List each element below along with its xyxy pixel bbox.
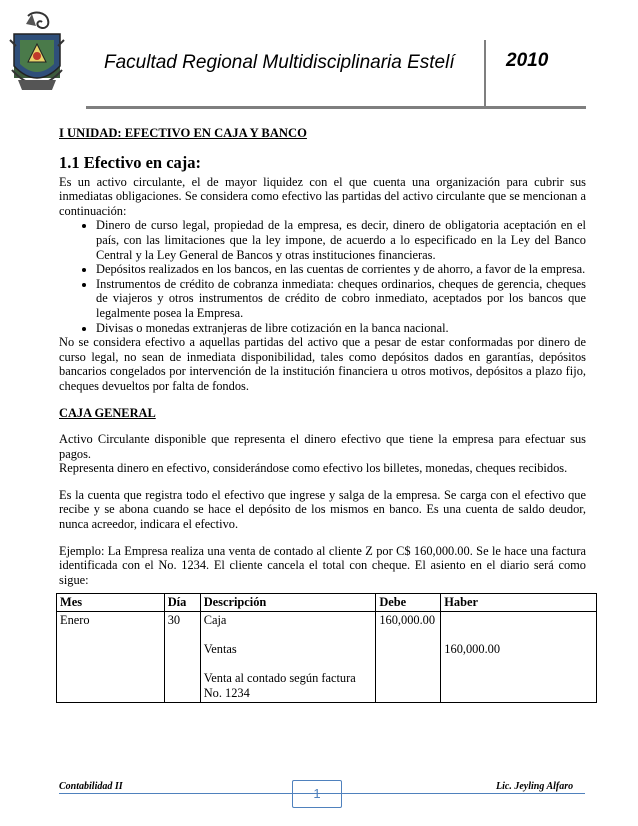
list-item: • Dinero de curso legal, propiedad de la empresa, es decir, dinero de obligatoria aceptación en el país, con las limitaciones que la ley impone, de acuerdo a lo especificado en la Ley del Banco Central y la Ley General de Bancos y otras instituciones financieras.	[96, 218, 586, 262]
table-row	[57, 612, 597, 703]
column-header-dia: Día	[164, 594, 200, 612]
list-item: • Divisas o monedas extranjeras de libre cotización en la banca nacional.	[96, 321, 586, 336]
table-header-row	[57, 594, 597, 612]
unit-title: I UNIDAD: EFECTIVO EN CAJA Y BANCO	[59, 126, 307, 140]
desc-account-ventas: Ventas	[203, 642, 237, 657]
column-header-descripcion: Descripción	[200, 594, 376, 612]
cell-haber	[441, 612, 597, 703]
header-rule	[86, 106, 586, 109]
header-title: Facultad Regional Multidisciplinaria Estelí	[104, 52, 455, 73]
cell-descripcion	[200, 612, 376, 703]
section-heading-caja-general: CAJA GENERAL	[59, 405, 156, 420]
column-header-debe: Debe	[376, 594, 441, 612]
column-header-haber: Haber	[441, 594, 597, 612]
list-item: • Depósitos realizados en los bancos, en las cuentas de corrientes y de ahorro, a favor de la empresa.	[96, 262, 586, 277]
desc-concept: Venta al contado según factura No. 1234	[203, 671, 356, 700]
footer-course: Contabilidad II	[59, 781, 123, 792]
section1-intro: Es un activo circulante, el de mayor liquidez con el que cuenta una organización para cubrir sus inmediatas obligaciones. Se considera como efectivo las partidas del activo circulante que se mencionan a continuación:	[59, 174, 586, 218]
header-year: 2010	[506, 50, 549, 71]
caja-general-p1: Activo Circulante disponible que representa el dinero efectivo que tiene la empresa para efectuar sus pagos.	[59, 432, 586, 461]
caja-general-p2: Representa dinero en efectivo, considerándose como efectivo los billetes, monedas, cheques recibidos.	[59, 461, 568, 476]
cell-mes: Enero	[57, 612, 165, 703]
footer-author: Lic. Jeyling Alfaro	[496, 781, 574, 792]
column-header-mes: Mes	[57, 594, 165, 612]
cell-dia: 30	[164, 612, 200, 703]
header-divider	[484, 40, 486, 106]
document-body	[59, 126, 586, 703]
university-crest-icon	[8, 10, 66, 98]
journal-entry-table	[56, 593, 597, 702]
section-heading-efectivo-caja: 1.1 Efectivo en caja:	[59, 152, 202, 172]
efectivo-list	[59, 218, 586, 335]
caja-general-example: Ejemplo: La Empresa realiza una venta de contado al cliente Z por C$ 160,000.00. Se le hace una factura identificada con el No. 1234. El cliente cancela el total con cheque. El asiento en el diario será como sigue:	[59, 543, 586, 587]
page-number: 1	[292, 780, 342, 808]
desc-account-caja: Caja	[203, 613, 227, 628]
caja-general-p3: Es la cuenta que registra todo el efectivo que ingrese y salga de la empresa. Se carga con el efectivo que recibe y se abona cuando se hace el depósito de los mismos en banco. Es una cuenta de saldo deudor, nunca acreedor, indicara el efectivo.	[59, 487, 586, 532]
cell-debe: 160,000.00	[376, 612, 441, 703]
list-item: • Instrumentos de crédito de cobranza inmediata: cheques ordinarios, cheques de gerencia, cheques de viajeros y otros instrumentos de crédito de cobro inmediato, aceptados por los bancos que legalmente posea la Empresa.	[96, 277, 586, 321]
haber-amount: 160,000.00	[444, 642, 501, 657]
section1-closing: No se considera efectivo a aquellas partidas del activo que a pesar de estar conformadas por dinero de curso legal, no sean de inmediata disponibilidad, tales como depósitos dados en garantías, depósitos bancarios congelados por intervención de la institución financiera u otros motivos, depósitos a plazo fijo, cheques devueltos por falta de fondos.	[59, 335, 586, 393]
page-header	[0, 0, 638, 110]
